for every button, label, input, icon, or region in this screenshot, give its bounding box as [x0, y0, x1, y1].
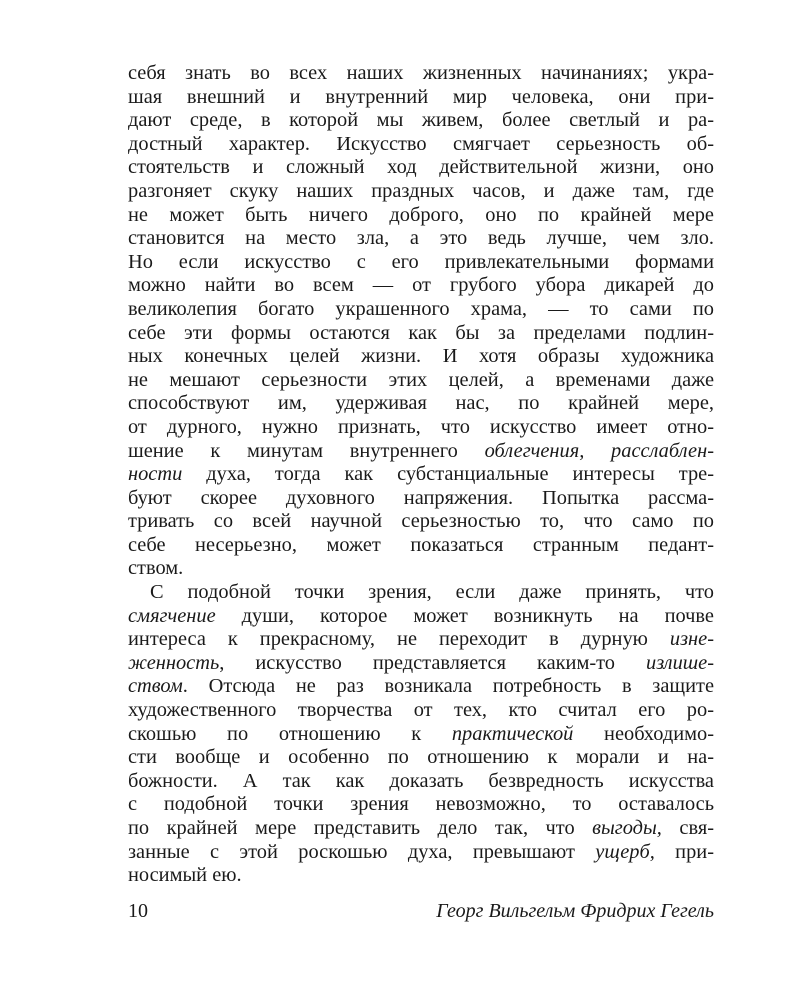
text-line [128, 180, 714, 204]
italic-text: смягчение [128, 604, 216, 627]
italic-text: выгоды, [592, 817, 662, 839]
text-run: души, которое может возникнуть на почве [215, 604, 714, 627]
text-run: . Отсюда не раз возникала потребность в защите [182, 675, 714, 698]
running-head: Георг Вильгельм Фридрих Гегель [436, 900, 714, 922]
paragraph [128, 581, 714, 888]
text-run: тривать со всей научной серьезностью то, что само по [128, 510, 714, 533]
text-line [128, 770, 714, 794]
text-run: себя знать во всех наших жизненных начинаниях; укра- [128, 62, 714, 84]
text-line [128, 864, 714, 888]
text-line [128, 652, 714, 676]
text-run: шая внешний и внутренний мир человека, они при- [128, 85, 714, 108]
italic-text: излише- [646, 651, 714, 674]
italic-text: практической [451, 722, 574, 745]
text-run: достный характер. Искусство смягчает серьезность об- [128, 132, 714, 155]
italic-text: ущерб, [595, 840, 655, 863]
text-run: свя- [661, 817, 714, 839]
text-line [128, 369, 714, 393]
text-run: духа, тогда как субстанциальные интересы тре- [182, 463, 714, 486]
text-run: ных конечных целей жизни. И хотя образы художника [128, 345, 714, 368]
text-line [128, 675, 714, 699]
paragraph [128, 62, 714, 581]
text-run: становится на место зла, а это ведь лучше, чем зло. [128, 227, 714, 250]
italic-text: женность [128, 651, 220, 674]
text-line [128, 746, 714, 770]
page-footer [128, 900, 714, 928]
text-line [128, 227, 714, 251]
text-line [128, 628, 714, 652]
text-run: сти вообще и особенно по отношению к морали и на- [128, 746, 714, 769]
italic-text: облегчения, расслаблен- [484, 439, 714, 462]
text-line [128, 392, 714, 416]
text-line [128, 416, 714, 440]
italic-text: изне- [669, 628, 714, 651]
text-run: божности. А так как доказать безвредность искусства [128, 769, 714, 792]
text-line [128, 86, 714, 110]
text-run: необходимо- [573, 722, 714, 745]
text-run: с подобной точки зрения невозможно, то оставалось [128, 793, 714, 816]
text-line [128, 581, 714, 605]
text-line [128, 557, 714, 581]
text-run: занные с этой роскошью духа, превышают [128, 840, 596, 863]
italic-text: ности [128, 463, 183, 486]
text-run: С подобной точки зрения, если даже принять, что [150, 581, 714, 604]
text-run: , искусство представляется каким-то [219, 651, 647, 674]
text-line [128, 510, 714, 534]
text-run: художественного творчества от тех, кто считал его ро- [128, 699, 714, 722]
text-line [128, 345, 714, 369]
text-line [128, 534, 714, 558]
text-run: разгоняет скуку наших праздных часов, и даже там, где [128, 179, 714, 202]
text-run: интереса к прекрасному, не переходит в дурную [128, 628, 670, 651]
text-line [128, 487, 714, 511]
text-line [128, 109, 714, 133]
text-line [128, 274, 714, 298]
text-run: Но если искусство с его привлекательными формами [128, 250, 714, 273]
text-line [128, 463, 714, 487]
text-run: носимый ею. [128, 864, 242, 887]
text-line [128, 723, 714, 747]
italic-text: ством [128, 675, 183, 698]
text-run: не мешают серьезности этих целей, а временами даже [128, 368, 714, 391]
text-line [128, 251, 714, 275]
page-number: 10 [128, 900, 148, 922]
text-line [128, 133, 714, 157]
text-line [128, 298, 714, 322]
text-run: по крайней мере представить дело так, что [128, 817, 593, 839]
text-run: себе несерьезно, может показаться странным педант- [128, 533, 714, 556]
text-line [128, 793, 714, 817]
text-line [128, 440, 714, 464]
text-run: от дурного, нужно признать, что искусство имеет отно- [128, 415, 714, 438]
text-run: ством. [128, 557, 184, 580]
text-line [128, 156, 714, 180]
text-line [128, 62, 714, 86]
text-run: шение к минутам внутреннего [128, 439, 485, 462]
text-run: великолепия богато украшенного храма, — то сами по [128, 297, 714, 320]
text-run: способствуют им, удерживая нас, по крайней мере, [128, 392, 714, 415]
text-run: можно найти во всем — от грубого убора дикарей до [128, 274, 714, 297]
text-run: скошью по отношению к [128, 722, 452, 745]
text-line [128, 817, 714, 841]
text-run: стоятельств и сложный ход действительной жизни, оно [128, 156, 714, 179]
text-run: не может быть ничего доброго, оно по крайней мере [128, 203, 714, 226]
text-line [128, 322, 714, 346]
text-run: дают среде, в которой мы живем, более светлый и ра- [128, 109, 714, 132]
text-run: буют скорее духовного напряжения. Попытка рассма- [128, 486, 714, 509]
text-run: при- [654, 840, 714, 863]
text-line [128, 841, 714, 865]
page-body [128, 62, 714, 888]
text-line [128, 204, 714, 228]
text-run: себе эти формы остаются как бы за пределами подлин- [128, 321, 714, 344]
text-line [128, 699, 714, 723]
text-line [128, 605, 714, 629]
